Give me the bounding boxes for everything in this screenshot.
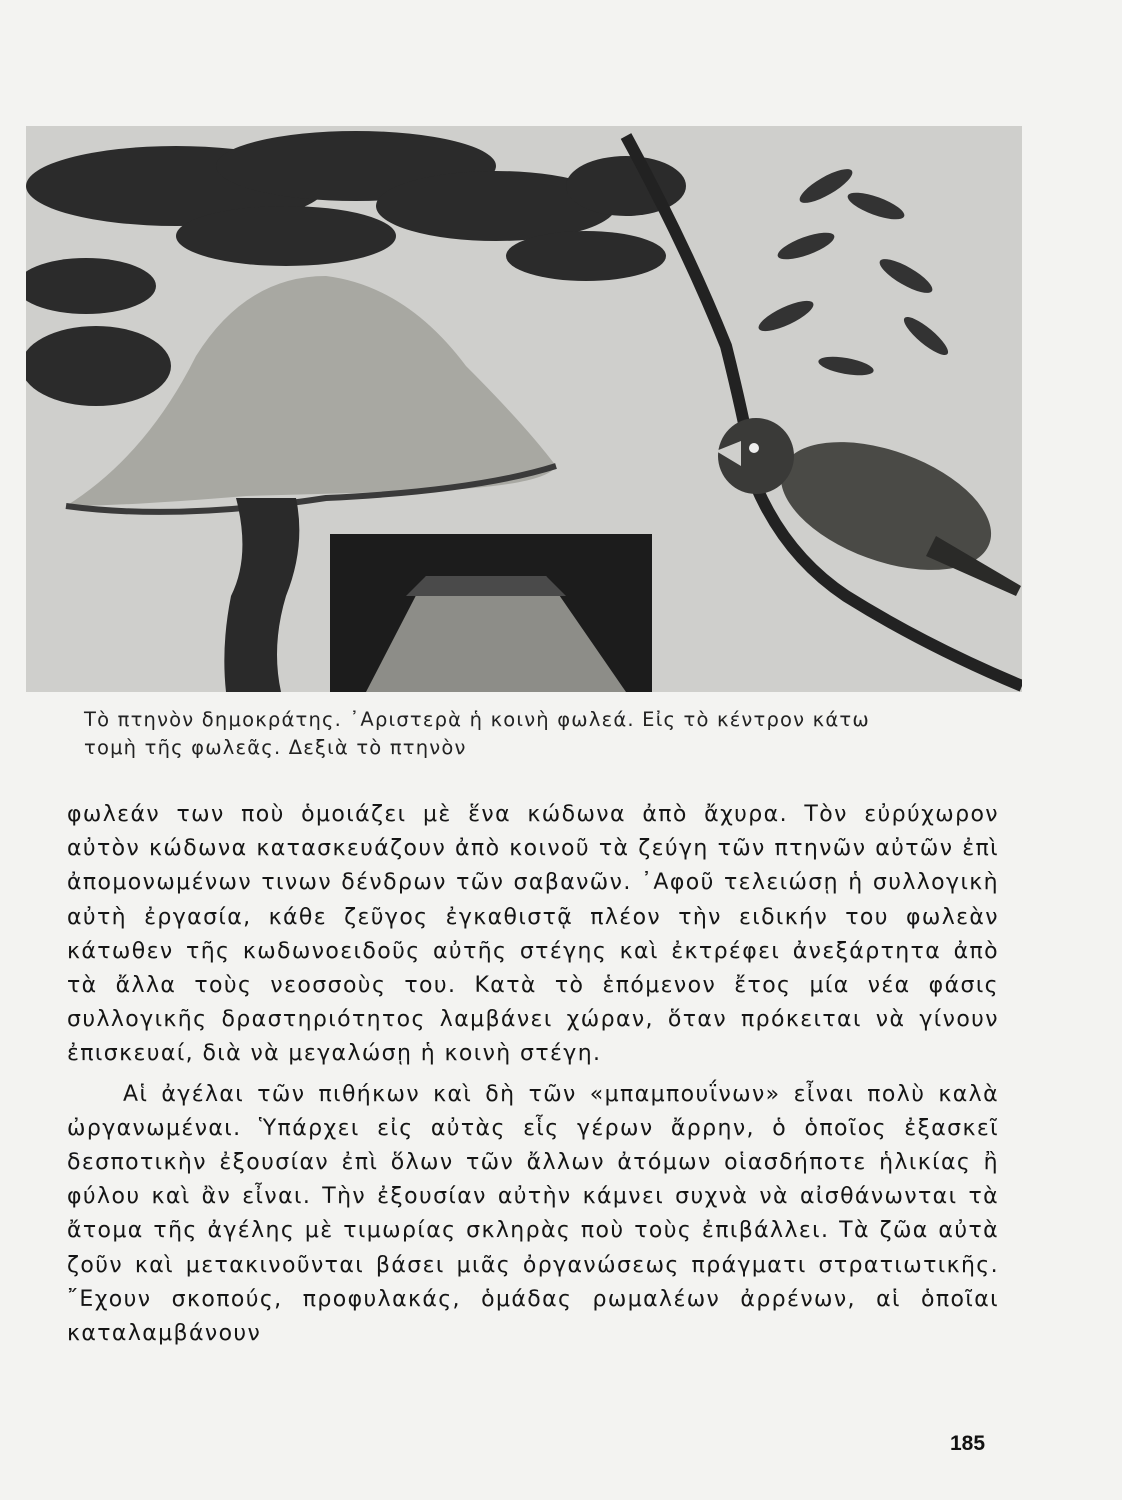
- body-text: [67, 798, 999, 1351]
- page-number: 185: [950, 1432, 986, 1455]
- caption-line-1: Τὸ πτηνὸν δημοκράτης. ᾿Αριστερὰ ἡ κοινὴ φωλεά. Εἰς τὸ κέντρον κάτω: [84, 708, 870, 731]
- caption-line-2: τομὴ τῆς φωλεᾶς. Δεξιὰ τὸ πτηνὸν: [84, 736, 467, 759]
- paragraph-1: φωλεάν των ποὺ ὁμοιάζει μὲ ἕνα κώδωνα ἀπὸ ἄχυρα. Τὸν εὐρύχωρον αὐτὸν κώδωνα κατασκευάζουν ἀπὸ κοινοῦ τὰ ζεύγη τῶν πτηνῶν αὐτῶν ἐπὶ ἀπομονωμένων τινων δένδρων τῶν σαβανῶν. ᾿Αφοῦ τελειώσῃ ἡ συλλογικὴ αὐτὴ ἐργασία, κάθε ζεῦγος ἐγκαθιστᾷ πλέον τὴν ειδικήν του φωλεὰν κάτωθεν τῆς κωδωνοειδοῦς αὐτῆς στέγης καὶ ἐκτρέφει ἀνεξάρτητα ἀπὸ τὰ ἄλλα τοὺς νεοσσοὺς του. Κατὰ τὸ ἑπόμενον ἔτος μία νέα φάσις συλλογικῆς δραστηριότητος λαμβάνει χώραν, ὅταν πρόκειται νὰ γίνουν ἐπισκευαί, διὰ νὰ μεγαλώσῃ ἡ κοινὴ στέγη.: [67, 802, 999, 1067]
- paragraph-2: Αἱ ἀγέλαι τῶν πιθήκων καὶ δὴ τῶν «μπαμπουΐνων» εἶναι πολὺ καλὰ ὠργανωμέναι. Ὑπάρχει εἰς αὐτὰς εἷς γέρων ἄρρην, ὁ ὁποῖος ἐξασκεῖ δεσποτικὴν ἐξουσίαν ἐπὶ ὅλων τῶν ἄλλων ἀτόμων οἱασδήποτε ἡλικίας ἢ φύλου καὶ ἂν εἶναι. Τὴν ἐξουσίαν αὐτὴν κάμνει συχνὰ νὰ αἰσθάνωνται τὰ ἄτομα τῆς ἀγέλης μὲ τιμωρίας σκληρὰς ποὺ τοὺς ἐπιβάλλει. Τὰ ζῶα αὐτὰ ζοῦν καὶ μετακινοῦνται βάσει μιᾶς ὀργανώσεως πράγματι στρατιωτικῆς. ῎Εχουν σκοπούς, προφυλακάς, ὁμάδας ρωμαλέων ἀρρένων, αἱ ὁποῖαι καταλαμβάνουν: [67, 1081, 999, 1347]
- figure-caption: [84, 706, 984, 762]
- nest-bird-illustration: [26, 126, 1022, 692]
